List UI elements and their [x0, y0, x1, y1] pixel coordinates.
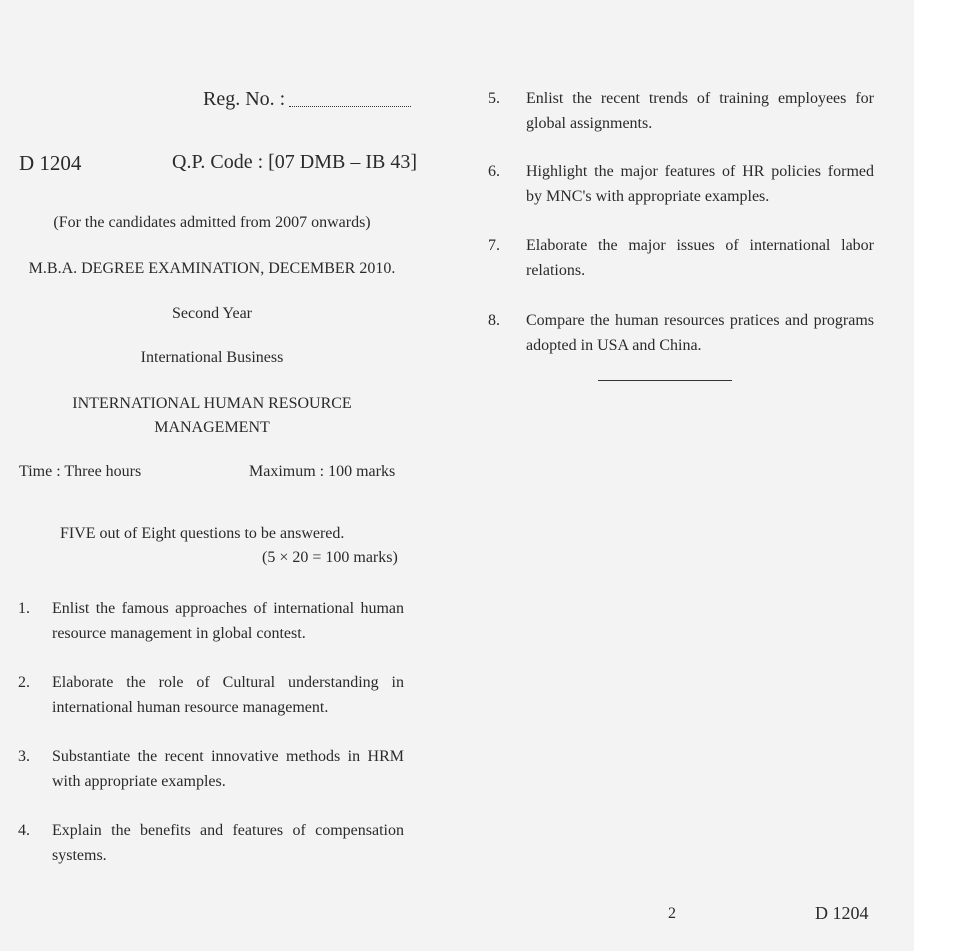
question-item	[488, 159, 874, 209]
question-text: Compare the human resources pratices and programs adopted in USA and China.	[526, 312, 874, 354]
specialization-label: International Business	[140, 349, 284, 366]
question-text: Enlist the famous approaches of international human resource management in global contest.	[52, 600, 404, 642]
question-text: Highlight the major features of HR policies formed by MNC's with appropriate examples.	[526, 163, 874, 205]
question-number: 6.	[488, 163, 500, 180]
question-text: Enlist the recent trends of training employees for global assignments.	[526, 90, 874, 132]
question-item	[18, 596, 404, 646]
question-text: Elaborate the major issues of international labor relations.	[526, 237, 874, 279]
paper-code: D 1204	[19, 151, 82, 175]
question-number: 7.	[488, 237, 500, 254]
answer-instruction: FIVE out of Eight questions to be answered.	[60, 525, 345, 542]
question-text: Substantiate the recent innovative methods in HRM with appropriate examples.	[52, 748, 404, 790]
qp-code: Q.P. Code : [07 DMB – IB 43]	[172, 151, 418, 173]
end-of-paper-rule	[598, 380, 732, 381]
question-number: 1.	[18, 600, 30, 617]
year-label: Second Year	[172, 305, 252, 322]
reg-no-label: Reg. No. :	[203, 88, 286, 110]
question-item	[18, 744, 404, 794]
exam-title: M.B.A. DEGREE EXAMINATION, DECEMBER 2010.	[28, 260, 396, 277]
time-allowed: Time : Three hours	[19, 463, 142, 480]
admission-note: (For the candidates admitted from 2007 onwards)	[53, 214, 371, 231]
question-number: 5.	[488, 90, 500, 107]
reg-no-blank	[289, 106, 411, 107]
question-text: Elaborate the role of Cultural understanding in international human resource management.	[52, 674, 404, 716]
question-number: 3.	[18, 748, 30, 765]
question-number: 4.	[18, 822, 30, 839]
question-number: 8.	[488, 312, 500, 329]
subject-title-line2: MANAGEMENT	[154, 419, 270, 436]
marks-breakdown: (5 × 20 = 100 marks)	[262, 549, 398, 566]
question-text: Explain the benefits and features of compensation systems.	[52, 822, 404, 864]
subject-title-line1: INTERNATIONAL HUMAN RESOURCE	[72, 395, 352, 412]
maximum-marks: Maximum : 100 marks	[249, 463, 396, 480]
question-item	[488, 233, 874, 283]
question-number: 2.	[18, 674, 30, 691]
question-item	[488, 308, 874, 358]
footer-paper-code: D 1204	[815, 903, 869, 923]
question-item	[18, 818, 404, 868]
question-item	[18, 670, 404, 720]
reg-no-field	[203, 88, 411, 111]
page-number: 2	[668, 905, 676, 922]
question-item	[488, 86, 874, 136]
